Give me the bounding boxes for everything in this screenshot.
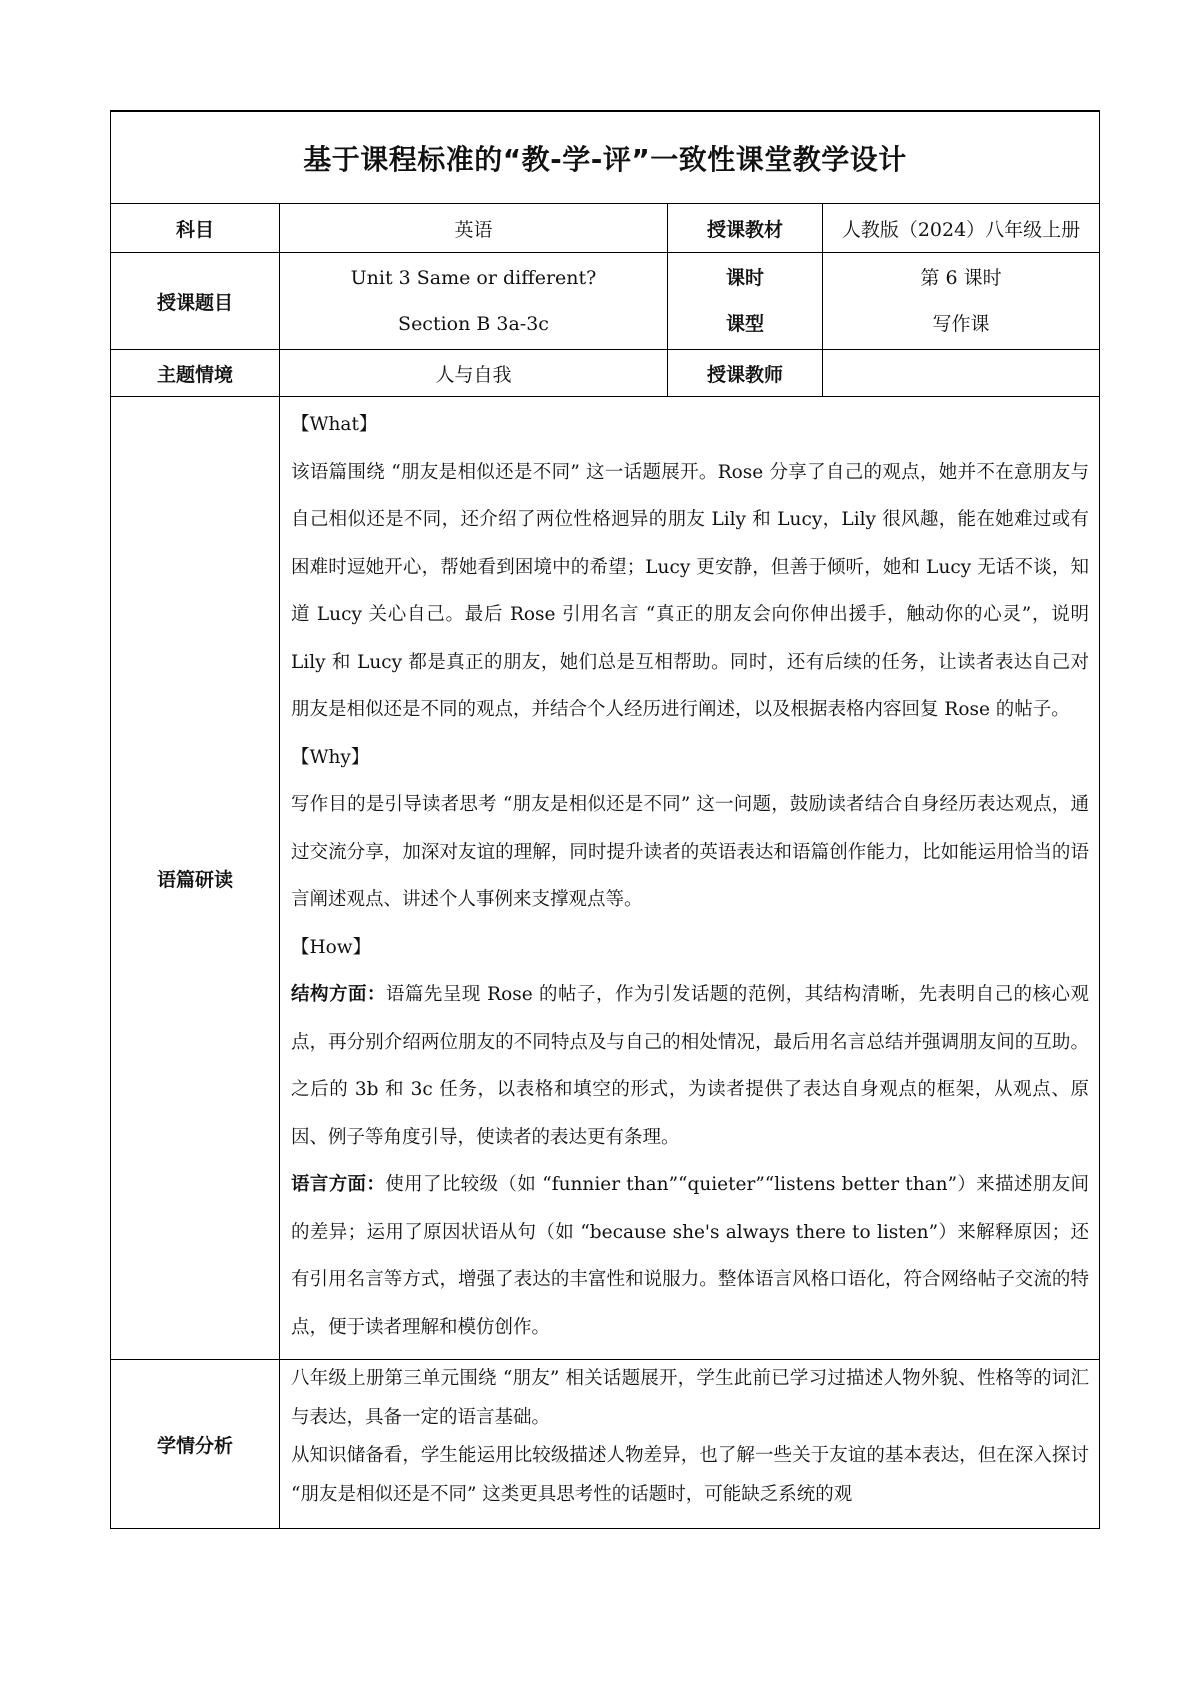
topic-unit: Unit 3 Same or different? bbox=[350, 267, 597, 289]
page-title: 基于课程标准的“教-学-评”一致性课堂教学设计 bbox=[111, 111, 1100, 204]
text-analysis-content bbox=[280, 397, 1100, 1360]
theme-value: 人与自我 bbox=[280, 350, 668, 397]
period-value: 第 6 课时 bbox=[920, 267, 1002, 289]
language-paragraph bbox=[291, 1161, 1089, 1351]
topic-label: 授课题目 bbox=[111, 253, 280, 350]
what-paragraph: 该语篇围绕 “朋友是相似还是不同” 这一话题展开。Rose 分享了自己的观点，她并不在意朋友与自己相似还是不同，还介绍了两位性格迥异的朋友 Lily 和 Lucy，Lily 很风趣，能在她难过或有困难时逗她开心，帮她看到困境中的希望；Lucy 更安静，但善于倾听，她和 Lucy 无话不谈，知道 Lucy 关心自己。最后 Rose 引用名言 “真正的朋友会向你伸出援手，触动你的心灵”，说明 Lily 和 Lucy 都是真正的朋友，她们总是互相帮助。同时，还有后续的任务，让读者表达自己对朋友是相似还是不同的观点，并结合个人经历进行阐述，以及根据表格内容回复 Rose 的帖子。 bbox=[291, 461, 1089, 720]
period-label: 课时 bbox=[725, 267, 764, 289]
subject-value: 英语 bbox=[280, 204, 668, 253]
structure-paragraph bbox=[291, 971, 1089, 1161]
structure-lead: 结构方面： bbox=[291, 984, 386, 1005]
period-type-labels bbox=[668, 253, 823, 350]
learner-paragraph-1: 八年级上册第三单元围绕 “朋友” 相关话题展开，学生此前已学习过描述人物外貌、性格等的词汇与表达，具备一定的语言基础。 bbox=[291, 1368, 1089, 1428]
textbook-label: 授课教材 bbox=[668, 204, 823, 253]
theme-label: 主题情境 bbox=[111, 350, 280, 397]
structure-text: 语篇先呈现 Rose 的帖子，作为引发话题的范例，其结构清晰，先表明自己的核心观点，再分别介绍两位朋友的不同特点及与自己的相处情况，最后用名言总结并强调朋友间的互助。之后的 3b 和 3c 任务，以表格和填空的形式，为读者提供了表达自身观点的框架，从观点、原因、例子等角度引导，使读者的表达更有条理。 bbox=[291, 984, 1089, 1148]
learner-analysis-label: 学情分析 bbox=[111, 1360, 280, 1529]
textbook-value: 人教版（2024）八年级上册 bbox=[823, 204, 1100, 253]
language-text: 使用了比较级（如 “funnier than”“quieter”“listens better than”）来描述朋友间的差异；运用了原因状语从句（如 “because she's always there to listen”）来解释原因；还有引用名言等方式，增强了表达的丰富性和说服力。整体语言风格口语化，符合网络帖子交流的特点，便于读者理解和模仿创作。 bbox=[291, 1174, 1089, 1338]
text-analysis-label: 语篇研读 bbox=[111, 397, 280, 1360]
language-lead: 语言方面： bbox=[291, 1174, 386, 1195]
subject-label: 科目 bbox=[111, 204, 280, 253]
topic-section: Section B 3a-3c bbox=[398, 313, 549, 335]
period-type-values bbox=[823, 253, 1100, 350]
learner-analysis-content bbox=[280, 1360, 1100, 1529]
teacher-label: 授课教师 bbox=[668, 350, 823, 397]
teacher-value bbox=[823, 350, 1100, 397]
lesson-design-table bbox=[110, 110, 1100, 1529]
type-label: 课型 bbox=[725, 313, 764, 335]
what-heading: 【What】 bbox=[291, 414, 378, 435]
why-heading: 【Why】 bbox=[291, 746, 370, 768]
topic-value bbox=[280, 253, 668, 350]
learner-paragraph-2: 从知识储备看，学生能运用比较级描述人物差异，也了解一些关于友谊的基本表达，但在深入探讨 “朋友是相似还是不同” 这类更具思考性的话题时，可能缺乏系统的观 bbox=[291, 1445, 1089, 1505]
type-value: 写作课 bbox=[932, 313, 990, 335]
why-paragraph: 写作目的是引导读者思考 “朋友是相似还是不同” 这一问题，鼓励读者结合自身经历表达观点，通过交流分享，加深对友谊的理解，同时提升读者的英语表达和语篇创作能力，比如能运用恰当的语言阐述观点、讲述个人事例来支撑观点等。 bbox=[291, 794, 1089, 910]
how-heading: 【How】 bbox=[291, 936, 372, 958]
